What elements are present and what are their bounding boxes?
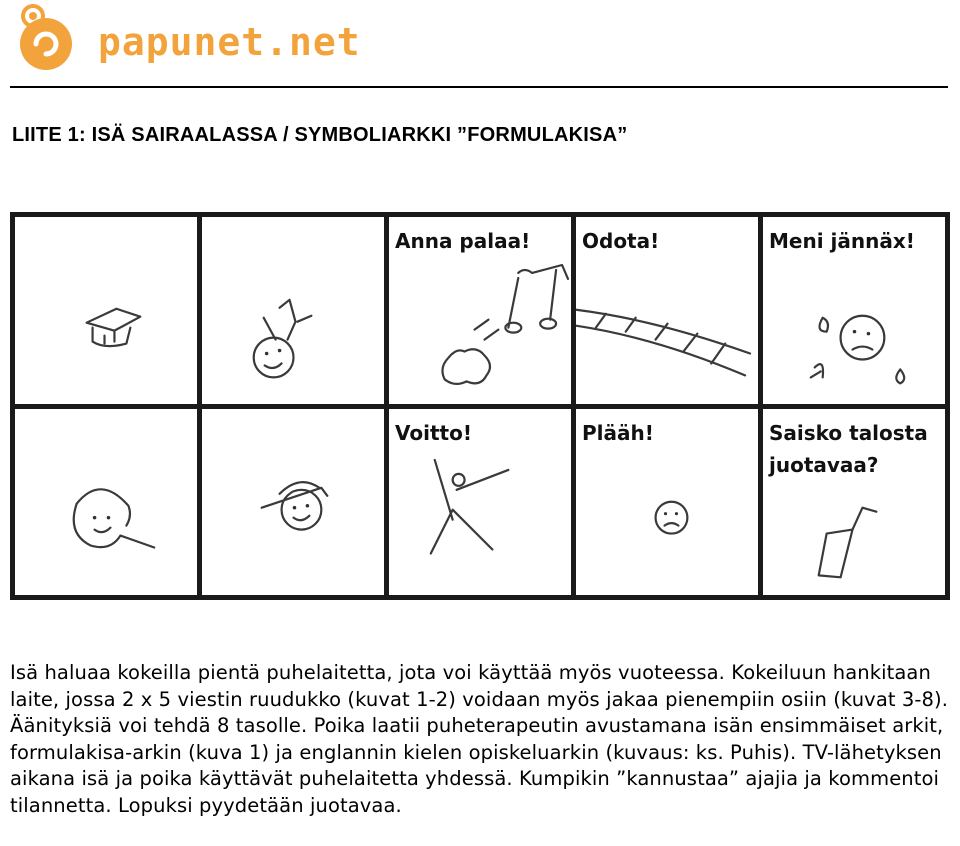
race-car-icon [389,217,571,404]
symbol-cell-2[interactable] [202,217,384,404]
cell-label-odota: Odota! [582,229,660,253]
header [10,2,950,88]
barrier-icon [576,217,758,404]
body-paragraph: Isä haluaa kokeilla pientä puhelaitetta, jota voi käyttää myös vuoteessa. Kokeiluun hankitaan laite, jossa 2 x 5 viestin ruudukko (kuvat 1-2) voidaan myös jakaa pienempiin osiin (kuvat 3-8). Äänityksiä voi tehdä 8 tasolle. Poika laatii puheterapeutin avustamana isän ensimmäiset arkit, formulakisa-arkin (kuva 1) ja englannin kielen opiskeluarkin (kuvaus: ks. Puhis). TV-lähetyksen aikana isä ja poika käyttävät puhelaitetta yhdessä. Kumpikin ”kannustaa” ajajia ja kommentoi tilannetta. Lopuksi pyydetään juotavaa. [10,661,949,817]
cell-label-saisko-talosta-juotavaa: Saisko talosta juotavaa? [769,420,928,477]
symbol-grid [10,212,950,600]
papunet-logo-icon [10,4,82,72]
header-divider [10,86,948,88]
sad-face-icon [576,409,758,596]
cap-icon [15,217,197,404]
symbol-cell-6[interactable] [15,409,197,596]
symbol-cell-4[interactable] [576,217,758,404]
page-title: LIITE 1: ISÄ SAIRAALASSA / SYMBOLIARKKI ”FORMULAKISA” [12,124,628,146]
face-with-hat-icon [202,217,384,404]
symbol-cell-8[interactable] [389,409,571,596]
nervous-face-icon [763,217,945,404]
symbol-cell-3[interactable] [389,217,571,404]
cheering-person-icon [389,409,571,596]
face-with-cap-icon [15,409,197,596]
cell-label-voitto: Voitto! [395,420,472,445]
face-with-helmet-icon [202,409,384,596]
symbol-cell-7[interactable] [202,409,384,596]
cell-label-plaah: Plääh! [582,420,654,445]
symbol-cell-9[interactable] [576,409,758,596]
symbol-cell-1[interactable] [15,217,197,404]
logo-text: papunet.net [98,20,361,64]
cell-label-anna-palaa: Anna palaa! [395,229,531,253]
symbol-cell-5[interactable] [763,217,945,404]
symbol-cell-10[interactable] [763,409,945,596]
drink-cup-icon [763,409,945,596]
cell-label-meni-jannax: Meni jännäx! [769,229,915,253]
